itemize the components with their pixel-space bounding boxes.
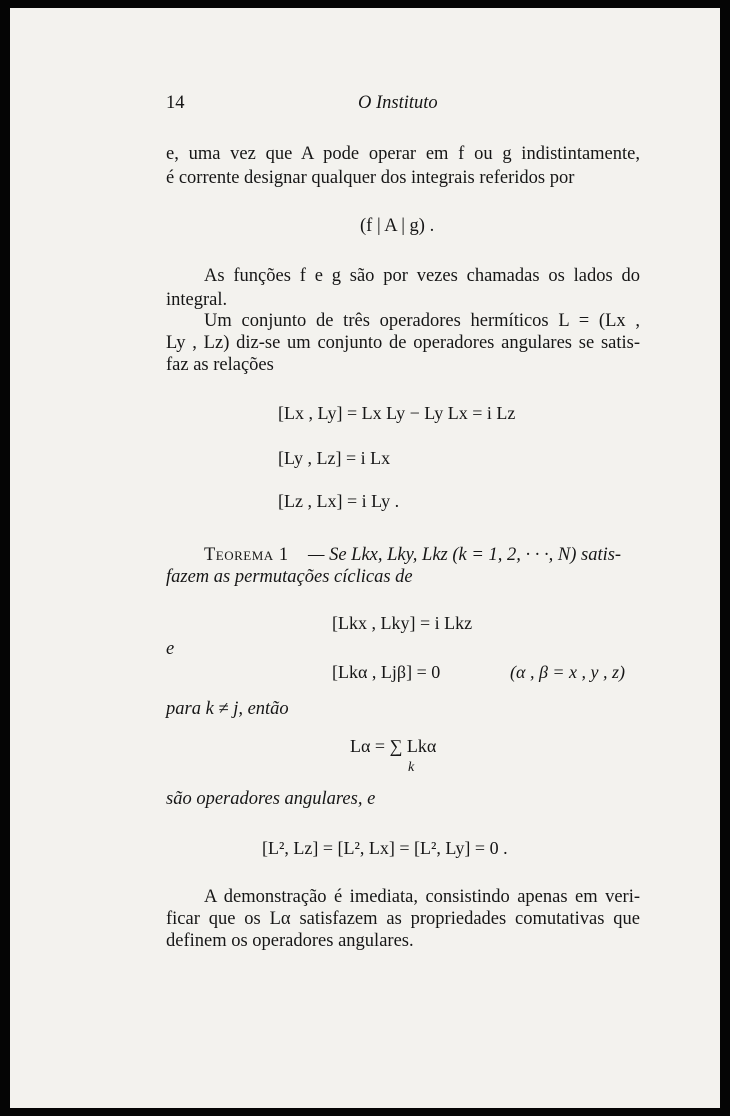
paragraph-3-line-2: Ly , Lz) diz-se um conjunto de operadores angulares se satis- [166, 333, 640, 353]
paragraph-1-line-2: é corrente designar qualquer dos integrais referidos por [166, 168, 575, 188]
theorem-then-line: para k ≠ j, então [166, 699, 289, 719]
relation-2: [Ly , Lz] = i Lx [278, 448, 391, 468]
running-title: O Instituto [358, 93, 438, 113]
theorem-line-1: — Se Lkx, Lky, Lkz (k = 1, 2, · · ·, N) satis- [308, 545, 622, 565]
paragraph-1-line-1: e, uma vez que A pode operar em f ou g indistintamente, [166, 144, 640, 164]
theorem-equation-2: [Lkα , Ljβ] = 0 [332, 662, 441, 682]
display-equation-1: (f | A | g) . [360, 216, 435, 236]
paragraph-3-line-1: Um conjunto de três operadores hermíticos L = (Lx , [204, 311, 640, 331]
page-number: 14 [166, 93, 185, 113]
relation-1: [Lx , Ly] = Lx Ly − Ly Lx = i Lz [278, 403, 516, 423]
theorem-connector: e [166, 639, 175, 659]
theorem-condition: (α , β = x , y , z) [510, 662, 626, 682]
closing-line-3: definem os operadores angulares. [166, 931, 414, 951]
relation-3: [Lz , Lx] = i Ly . [278, 491, 400, 511]
theorem-label: Teorema 1 [204, 545, 289, 565]
theorem-equation-1: [Lkx , Lky] = i Lkz [332, 613, 473, 633]
closing-line-1: A demonstração é imediata, consistindo apenas em veri- [204, 887, 640, 907]
closing-line-2: ficar que os Lα satisfazem as propriedades comutativas que [166, 909, 640, 929]
final-equation: [L², Lz] = [L², Lx] = [L², Ly] = 0 . [262, 838, 508, 858]
angular-operators-line: são operadores angulares, e [166, 789, 376, 809]
paragraph-2-line-1: As funções f e g são por vezes chamadas os lados do [204, 266, 640, 286]
paragraph-2-line-2: integral. [166, 290, 228, 310]
theorem-line-2: fazem as permutações cíclicas de [166, 567, 413, 587]
document-page [10, 8, 720, 1108]
sum-index: k [408, 760, 415, 775]
sum-equation: Lα = ∑ Lkα [350, 736, 437, 756]
paragraph-3-line-3: faz as relações [166, 355, 274, 375]
